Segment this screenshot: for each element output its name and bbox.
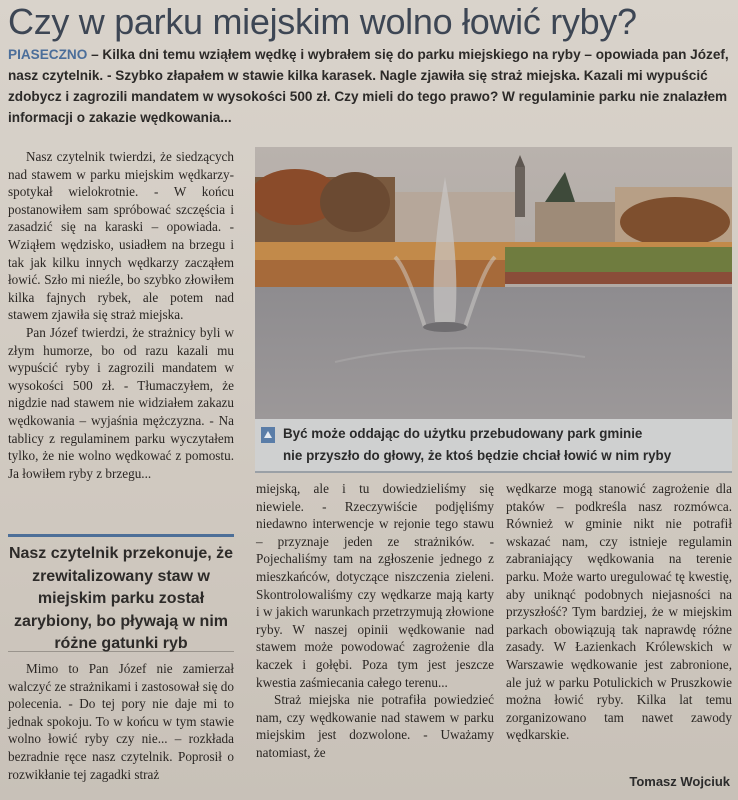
column-2-paragraph: Straż miejska nie potrafiła powiedzieć nam, czy wędkowanie nad stawem w parku miejskim jest dozwolone. - Uważamy natomiast, że: [256, 692, 494, 760]
column-1: [8, 148, 234, 482]
park-pond-photo: [255, 147, 732, 419]
column-1b-paragraph: Mimo to Pan Józef nie zamierzał walczyć ze strażnikami i zastosował się do polecenia. - Do tej pory nie daje mi to jednak spokoju. To w końcu w tym stawie wolno łowić ryby czy nie... – rozkłada bezradnie ręce nasz czytelnik. Poprosił o rozwikłanie tej zagadki straż: [8, 661, 234, 782]
photo-caption-bar: [255, 419, 732, 473]
column-1-continued: [8, 660, 234, 783]
column-3-paragraph: wędkarze mogą stanowić zagrożenie dla ptaków – podkreśla nasz rozmówca. Również w gminie nikt nie potrafił wskazać nam, czy istnieje regulamin zabraniający wędkowania na terenie parku. Może warto uregulować tę kwestię, aby uniknąć podobnych niejasności na przyszłość? Tym bardziej, że w miejskim parkach obowiązują tak naprawdę różne zasady. W Łazienkach Królewskich w Warszawie wędkowanie jest zabronione, ale już w parku Potulickich w Pruszkowie można łowić ryby. Kilka lat temu zorganizowano tam nawet zawody wędkarskie.: [506, 481, 732, 743]
pull-quote: Nasz czytelnik przekonuje, że zrewitalizowany staw w miejskim parku został zarybiony, bo pływają w nim różne gatunki ryb: [8, 534, 234, 652]
article-lead: [8, 44, 730, 128]
caption-arrow-icon: [261, 427, 275, 443]
author-byline: Tomasz Wojciuk: [629, 774, 730, 789]
lead-location: PIASECZNO: [8, 47, 88, 62]
column-2-paragraph: miejską, ale i tu dowiedzieliśmy się niewiele. - Rzeczywiście podjęliśmy niedawno interwencje w rejonie tego stawu – przyznaje jeden ze strażników. - Pojechaliśmy tam na zgłoszenie jednego z mieszkańców, dotyczące niszczenia zieleni. Skontrolowaliśmy czy wędkarze mają karty i w jakich warunkach przetrzymują złowione ryby. W naszej opinii wędkowanie nad stawem może powodować zagrożenie dla kaczek i gołębi. Poza tym jest jeszcze kwestia zaśmiecania całego terenu...: [256, 481, 494, 690]
caption-line: Być może oddając do użytku przebudowany park gminie: [283, 426, 643, 441]
column-1-paragraph: Nasz czytelnik twierdzi, że siedzących nad stawem w parku miejskim wędkarzy- spotykał wielokrotnie. - W końcu postanowiłem sam spróbować szczęścia i zasadzić się na karaski – opowiada. - Wziąłem wędzisko, usiadłem na brzegu i tak jak kilku innych wędkarzy zacząłem łowić. Szło mi nieźle, bo szybko złowiłem kilka fajnych rybek, ale potem nad stawem zjawiła się straż miejska.: [8, 149, 234, 323]
column-3: [506, 480, 732, 744]
photo-caption: [283, 423, 723, 467]
column-1-paragraph: Pan Józef twierdzi, że strażnicy byli w złym humorze, bo od razu kazali mu wypuścić ryby i zagrozili mandatem w wysokości 500 zł. - Tłumaczyłem, że nigdzie nad stawem nie widziałem zakazu wędkowania – wyjaśnia mężczyzna. - Na tablicy z regulaminem parku wyczytałem tylko, że nie wolno wędkować z pomostu. Ja łowiłem ryby z brzegu...: [8, 324, 234, 481]
caption-line: nie przyszło do głowy, że ktoś będzie chciał łowić w nim ryby: [283, 448, 672, 463]
column-2: [256, 480, 494, 762]
lead-text: – Kilka dni temu wziąłem wędkę i wybrałem się do parku miejskiego na ryby – opowiada pan Józef, nasz czytelnik. - Szybko złapałem w stawie kilka karasek. Nagle zjawiła się straż miejska. Kazali mi wypuścić zdobycz i zagrozili mandatem w wysokości 500 zł. Czy mieli do tego prawo? W regulaminie parku nie znalazłem informacji o zakazie wędkowania...: [8, 47, 729, 125]
article-headline: Czy w parku miejskim wolno łowić ryby?: [8, 1, 637, 42]
photo-illustration: [255, 147, 732, 419]
